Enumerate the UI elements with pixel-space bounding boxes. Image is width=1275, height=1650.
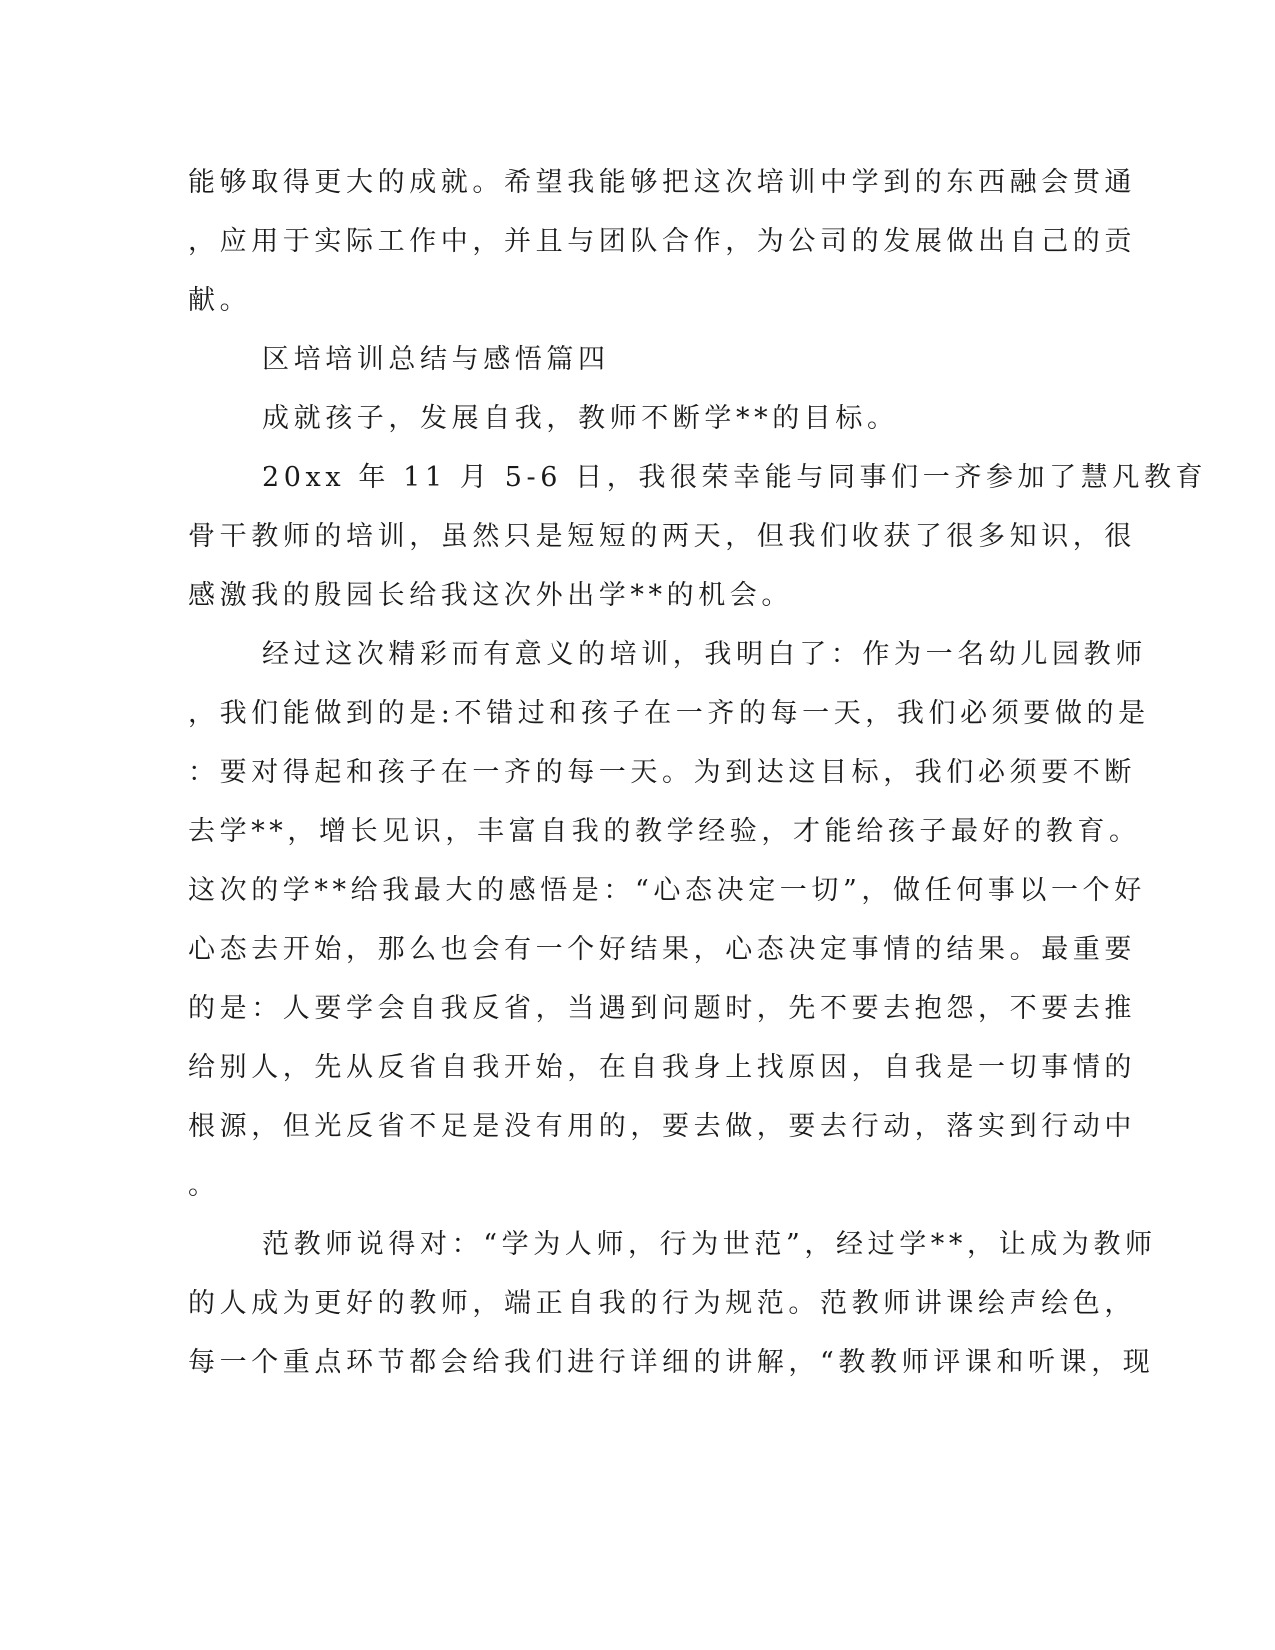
text-line: 献。 <box>188 285 252 316</box>
section-heading: 区培培训总结与感悟篇四 <box>262 344 610 375</box>
text-line: 能够取得更大的成就。希望我能够把这次培训中学到的东西融会贯通 <box>188 167 1136 198</box>
text-line: ，应用于实际工作中，并且与团队合作，为公司的发展做出自己的贡 <box>188 226 1136 257</box>
text-line: 20xx 年 11 月 5-6 日，我很荣幸能与同事们一齐参加了慧凡教育 <box>262 462 1208 493</box>
text-line: 去学**，增长见识，丰富自我的教学经验，才能给孩子最好的教育。 <box>188 816 1141 847</box>
text-line: 的是：人要学会自我反省，当遇到问题时，先不要去抱怨，不要去推 <box>188 993 1136 1024</box>
text-line: 经过这次精彩而有意义的培训，我明白了：作为一名幼儿园教师 <box>262 639 1147 670</box>
text-line: 给别人，先从反省自我开始，在自我身上找原因，自我是一切事情的 <box>188 1052 1136 1083</box>
text-line: 心态去开始，那么也会有一个好结果，心态决定事情的结果。最重要 <box>188 934 1136 965</box>
text-line: 成就孩子，发展自我，教师不断学**的目标。 <box>262 403 899 434</box>
text-line: ：要对得起和孩子在一齐的每一天。为到达这目标，我们必须要不断 <box>188 757 1136 788</box>
text-line: 根源，但光反省不足是没有用的，要去做，要去行动，落实到行动中 <box>188 1111 1136 1142</box>
text-line: ，我们能做到的是:不错过和孩子在一齐的每一天，我们必须要做的是 <box>188 698 1150 729</box>
text-line: 骨干教师的培训，虽然只是短短的两天，但我们收获了很多知识，很 <box>188 521 1136 552</box>
text-line: 的人成为更好的教师，端正自我的行为规范。范教师讲课绘声绘色， <box>188 1288 1136 1319</box>
text-line: 感激我的殷园长给我这次外出学**的机会。 <box>188 580 793 611</box>
text-line: 这次的学**给我最大的感悟是：“心态决定一切”，做任何事以一个好 <box>188 875 1146 906</box>
text-line: 范教师说得对：“学为人师，行为世范”，经过学**，让成为教师 <box>262 1229 1157 1260</box>
text-line: 。 <box>188 1170 220 1201</box>
text-line: 每一个重点环节都会给我们进行详细的讲解，“教教师评课和听课，现 <box>188 1347 1155 1378</box>
